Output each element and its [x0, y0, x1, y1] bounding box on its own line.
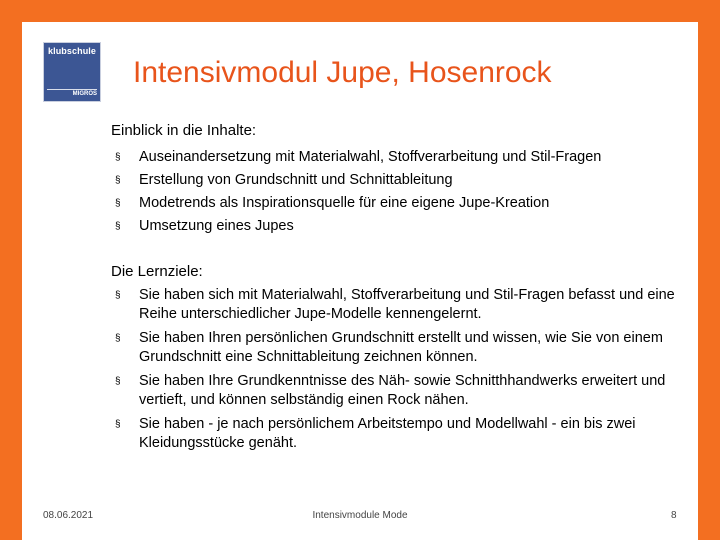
list-item-text: Sie haben sich mit Materialwahl, Stoffverarbeitung und Stil-Fragen befasst und eine Reihe unterschiedlicher Jupe-Modelle kennengelernt.	[139, 287, 675, 322]
list-item	[111, 146, 671, 169]
slide-frame-right	[698, 0, 720, 540]
list-item-text: Sie haben - je nach persönlichem Arbeitstempo und Modellwahl - ein bis zwei Kleidungsstücke genäht.	[139, 416, 636, 451]
bullet-marker: §	[115, 290, 121, 301]
list-item	[111, 215, 671, 238]
bullet-marker: §	[115, 221, 121, 232]
list-item-text: Auseinandersetzung mit Materialwahl, Stoffverarbeitung und Stil-Fragen	[139, 149, 602, 165]
list-item-text: Sie haben Ihre Grundkenntnisse des Näh- sowie Schnitthhandwerks erweitert und vertieft, und können selbständig einen Rock nähen.	[139, 373, 666, 408]
goals-list	[111, 286, 681, 458]
bullet-marker: §	[115, 419, 121, 430]
list-item	[111, 329, 681, 367]
klubschule-logo	[43, 42, 101, 102]
list-item-text: Sie haben Ihren persönlichen Grundschnitt erstellt und wissen, wie Sie von einem Grundschnitt eine Schnittableitung zeichnen können.	[139, 330, 663, 365]
list-item	[111, 415, 681, 453]
goals-heading: Die Lernziele:	[111, 263, 203, 280]
list-item	[111, 372, 681, 410]
bullet-marker: §	[115, 376, 121, 387]
logo-bottom-text: MIGROS	[72, 91, 97, 97]
page-number: 8	[671, 510, 677, 521]
bullet-marker: §	[115, 333, 121, 344]
insights-heading: Einblick in die Inhalte:	[111, 122, 257, 139]
logo-divider	[47, 89, 97, 90]
list-item-text: Umsetzung eines Jupes	[139, 218, 294, 234]
bullet-marker: §	[115, 198, 121, 209]
list-item	[111, 192, 671, 215]
insights-list	[111, 146, 671, 238]
footer-date: 08.06.2021	[43, 510, 94, 521]
list-item	[111, 169, 671, 192]
bullet-marker: §	[115, 152, 121, 163]
list-item-text: Erstellung von Grundschnitt und Schnittableitung	[139, 172, 453, 188]
slide-frame-left	[0, 0, 22, 540]
bullet-marker: §	[115, 175, 121, 186]
list-item	[111, 286, 681, 324]
footer-title: Intensivmodule Mode	[312, 510, 408, 521]
slide-frame-top	[0, 0, 720, 22]
logo-top-text: klubschule	[48, 46, 97, 56]
list-item-text: Modetrends als Inspirationsquelle für eine eigene Jupe-Kreation	[139, 195, 550, 211]
slide-title: Intensivmodul Jupe, Hosenrock	[133, 56, 552, 89]
